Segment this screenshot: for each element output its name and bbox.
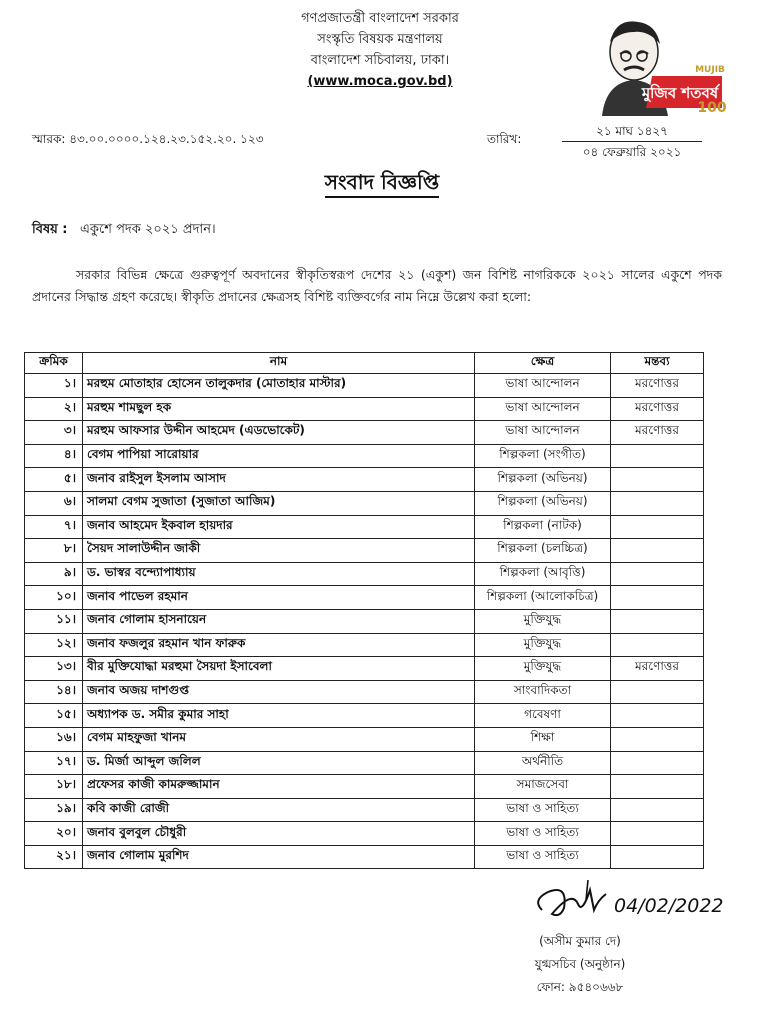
table-row: [25, 657, 704, 681]
table-row: [25, 539, 704, 563]
field-cell: ভাষা ও সাহিত্য: [475, 845, 611, 869]
serial-cell: ৩।: [25, 421, 83, 445]
field-cell: শিল্পকলা (চলচ্চিত্র): [475, 539, 611, 563]
signatory-phone: ফোন: ৯৫৪০৬৬৮: [536, 980, 624, 994]
serial-cell: ৭।: [25, 515, 83, 539]
table-row: [25, 609, 704, 633]
remark-cell: [611, 586, 704, 610]
name-cell: কবি কাজী রোজী: [83, 798, 475, 822]
name-cell: ড. ভাস্বর বন্দ্যোপাধ্যায়: [83, 562, 475, 586]
remark-cell: মরণোত্তর: [611, 657, 704, 681]
serial-cell: ৫।: [25, 468, 83, 492]
table-row: [25, 444, 704, 468]
field-cell: শিক্ষা: [475, 727, 611, 751]
logo-text-bn: মুজিব শতবর্ষ: [641, 84, 719, 102]
table-row: [25, 798, 704, 822]
field-cell: মুক্তিযুদ্ধ: [475, 609, 611, 633]
awardees-table: [24, 352, 704, 869]
name-cell: মরহুম মোতাহার হোসেন তালুকদার (মোতাহার মাস্টার): [83, 374, 475, 398]
table-row: [25, 727, 704, 751]
remark-cell: [611, 845, 704, 869]
signatory-block: [515, 930, 645, 999]
table-row: [25, 751, 704, 775]
field-cell: শিল্পকলা (অভিনয়): [475, 491, 611, 515]
field-cell: গবেষণা: [475, 704, 611, 728]
name-cell: প্রফেসর কাজী কামরুজ্জামান: [83, 775, 475, 799]
remark-cell: [611, 798, 704, 822]
name-cell: অধ্যাপক ড. সমীর কুমার সাহা: [83, 704, 475, 728]
remark-cell: মরণোত্তর: [611, 374, 704, 398]
table-row: [25, 468, 704, 492]
remark-cell: [611, 491, 704, 515]
header-name: নাম: [83, 353, 475, 374]
remark-cell: [611, 822, 704, 846]
name-cell: বীর মুক্তিযোদ্ধা মরহুমা সৈয়দা ইসাবেলা: [83, 657, 475, 681]
signature-date: 04/02/2022: [614, 895, 724, 917]
table-row: [25, 633, 704, 657]
remark-cell: [611, 515, 704, 539]
logo-number: 100: [697, 100, 727, 116]
date-block: [562, 121, 702, 162]
website-link[interactable]: (www.moca.gov.bd): [307, 74, 453, 89]
intro-paragraph: সরকার বিভিন্ন ক্ষেত্রে গুরুত্বপূর্ণ অবদানের স্বীকৃতিস্বরূপ দেশের ২১ (একুশ) জন বিশিষ্ট নাগরিককে ২০২১ সালের একুশে পদক প্রদানের সিদ্ধান্ত গ্রহণ করেছে। স্বীকৃতি প্রদানের ক্ষেত্রসহ বিশিষ্ট ব্যক্তিবর্গের নাম নিম্নে উল্লেখ করা হলো:: [32, 267, 722, 304]
field-cell: ভাষা ও সাহিত্য: [475, 822, 611, 846]
serial-cell: ৪।: [25, 444, 83, 468]
header-serial: ক্রমিক: [25, 353, 83, 374]
table-row: [25, 491, 704, 515]
name-cell: জনাব ফজলুর রহমান খান ফারুক: [83, 633, 475, 657]
name-cell: সৈয়দ সালাউদ্দীন জাকী: [83, 539, 475, 563]
remark-cell: [611, 775, 704, 799]
name-cell: জনাব গোলাম হাসনায়েন: [83, 609, 475, 633]
remark-cell: [611, 704, 704, 728]
field-cell: মুক্তিযুদ্ধ: [475, 657, 611, 681]
page-title: [0, 168, 764, 201]
header-field: ক্ষেত্র: [475, 353, 611, 374]
serial-cell: ৯।: [25, 562, 83, 586]
letterhead: [230, 8, 530, 92]
name-cell: বেগম মাহফুজা খানম: [83, 727, 475, 751]
remark-cell: [611, 562, 704, 586]
serial-cell: ১৮।: [25, 775, 83, 799]
field-cell: ভাষা ও সাহিত্য: [475, 798, 611, 822]
name-cell: জনাব রাইসুল ইসলাম আসাদ: [83, 468, 475, 492]
table-row: [25, 515, 704, 539]
name-cell: মরহুম শামছুল হক: [83, 397, 475, 421]
name-cell: জনাব অজয় দাশগুপ্ত: [83, 680, 475, 704]
remark-cell: [611, 609, 704, 633]
logo-text-en: MUJIB: [695, 65, 725, 75]
serial-cell: ১৫।: [25, 704, 83, 728]
remark-cell: মরণোত্তর: [611, 421, 704, 445]
signatory-designation: যুগ্মসচিব (অনুষ্ঠান): [534, 957, 626, 971]
signature: [528, 870, 748, 930]
field-cell: ভাষা আন্দোলন: [475, 374, 611, 398]
table-row: [25, 845, 704, 869]
table-row: [25, 704, 704, 728]
title-text: সংবাদ বিজ্ঞপ্তি: [325, 170, 439, 198]
table-header-row: [25, 353, 704, 374]
serial-cell: ১৪।: [25, 680, 83, 704]
office-address: বাংলাদেশ সচিবালয়, ঢাকা।: [310, 53, 450, 68]
date-english: ০৪ ফেব্রুয়ারি ২০২১: [582, 145, 682, 159]
serial-cell: ১২।: [25, 633, 83, 657]
remark-cell: [611, 633, 704, 657]
subject-label: বিষয় :: [32, 222, 68, 237]
date-label: তারিখ:: [487, 132, 522, 146]
memo-reference: [32, 131, 264, 151]
field-cell: সাংবাদিকতা: [475, 680, 611, 704]
field-cell: অর্থনীতি: [475, 751, 611, 775]
mujib-100-logo: [582, 12, 732, 116]
serial-cell: ৬।: [25, 491, 83, 515]
table-row: [25, 586, 704, 610]
remark-cell: [611, 727, 704, 751]
date-bangla: ২১ মাঘ ১৪২৭: [562, 121, 702, 142]
signatory-name: (অসীম কুমার দে): [539, 934, 621, 948]
remark-cell: [611, 751, 704, 775]
table-row: [25, 680, 704, 704]
serial-cell: ১৯।: [25, 798, 83, 822]
remark-cell: মরণোত্তর: [611, 397, 704, 421]
serial-cell: ১৩।: [25, 657, 83, 681]
table-row: [25, 775, 704, 799]
table-row: [25, 421, 704, 445]
remark-cell: [611, 444, 704, 468]
field-cell: ভাষা আন্দোলন: [475, 397, 611, 421]
table-row: [25, 562, 704, 586]
serial-cell: ২।: [25, 397, 83, 421]
header-remark: মন্তব্য: [611, 353, 704, 374]
field-cell: শিল্পকলা (নাটক): [475, 515, 611, 539]
remark-cell: [611, 468, 704, 492]
remark-cell: [611, 539, 704, 563]
memo-label: স্মারক:: [32, 132, 66, 146]
serial-cell: ১১।: [25, 609, 83, 633]
name-cell: সালমা বেগম সুজাতা (সুজাতা আজিম): [83, 491, 475, 515]
field-cell: শিল্পকলা (অভিনয়): [475, 468, 611, 492]
subject-line: [32, 220, 216, 241]
serial-cell: ১৬।: [25, 727, 83, 751]
field-cell: সমাজসেবা: [475, 775, 611, 799]
serial-cell: ১।: [25, 374, 83, 398]
field-cell: মুক্তিযুদ্ধ: [475, 633, 611, 657]
name-cell: ড. মির্জা আব্দুল জলিল: [83, 751, 475, 775]
remark-cell: [611, 680, 704, 704]
serial-cell: ২০।: [25, 822, 83, 846]
memo-number: ৪৩.০০.০০০০.১২৪.২৩.১৫২.২০. ১২৩: [69, 132, 264, 146]
table-row: [25, 822, 704, 846]
name-cell: জনাব বুলবুল চৌধুরী: [83, 822, 475, 846]
name-cell: বেগম পাপিয়া সারোয়ার: [83, 444, 475, 468]
table-row: [25, 374, 704, 398]
name-cell: জনাব আহমেদ ইকবাল হায়দার: [83, 515, 475, 539]
name-cell: জনাব গোলাম মুরশিদ: [83, 845, 475, 869]
field-cell: শিল্পকলা (আবৃত্তি): [475, 562, 611, 586]
name-cell: মরহুম আফসার উদ্দীন আহমেদ (এডভোকেট): [83, 421, 475, 445]
field-cell: শিল্পকলা (সংগীত): [475, 444, 611, 468]
field-cell: শিল্পকলা (আলোকচিত্র): [475, 586, 611, 610]
ministry-name: সংস্কৃতি বিষয়ক মন্ত্রণালয়: [317, 32, 443, 47]
serial-cell: ১০।: [25, 586, 83, 610]
serial-cell: ১৭।: [25, 751, 83, 775]
serial-cell: ৮।: [25, 539, 83, 563]
name-cell: জনাব পাভেল রহমান: [83, 586, 475, 610]
field-cell: ভাষা আন্দোলন: [475, 421, 611, 445]
govt-name: গণপ্রজাতন্ত্রী বাংলাদেশ সরকার: [301, 11, 459, 26]
serial-cell: ২১।: [25, 845, 83, 869]
table-row: [25, 397, 704, 421]
subject-value: একুশে পদক ২০২১ প্রদান।: [80, 222, 216, 237]
